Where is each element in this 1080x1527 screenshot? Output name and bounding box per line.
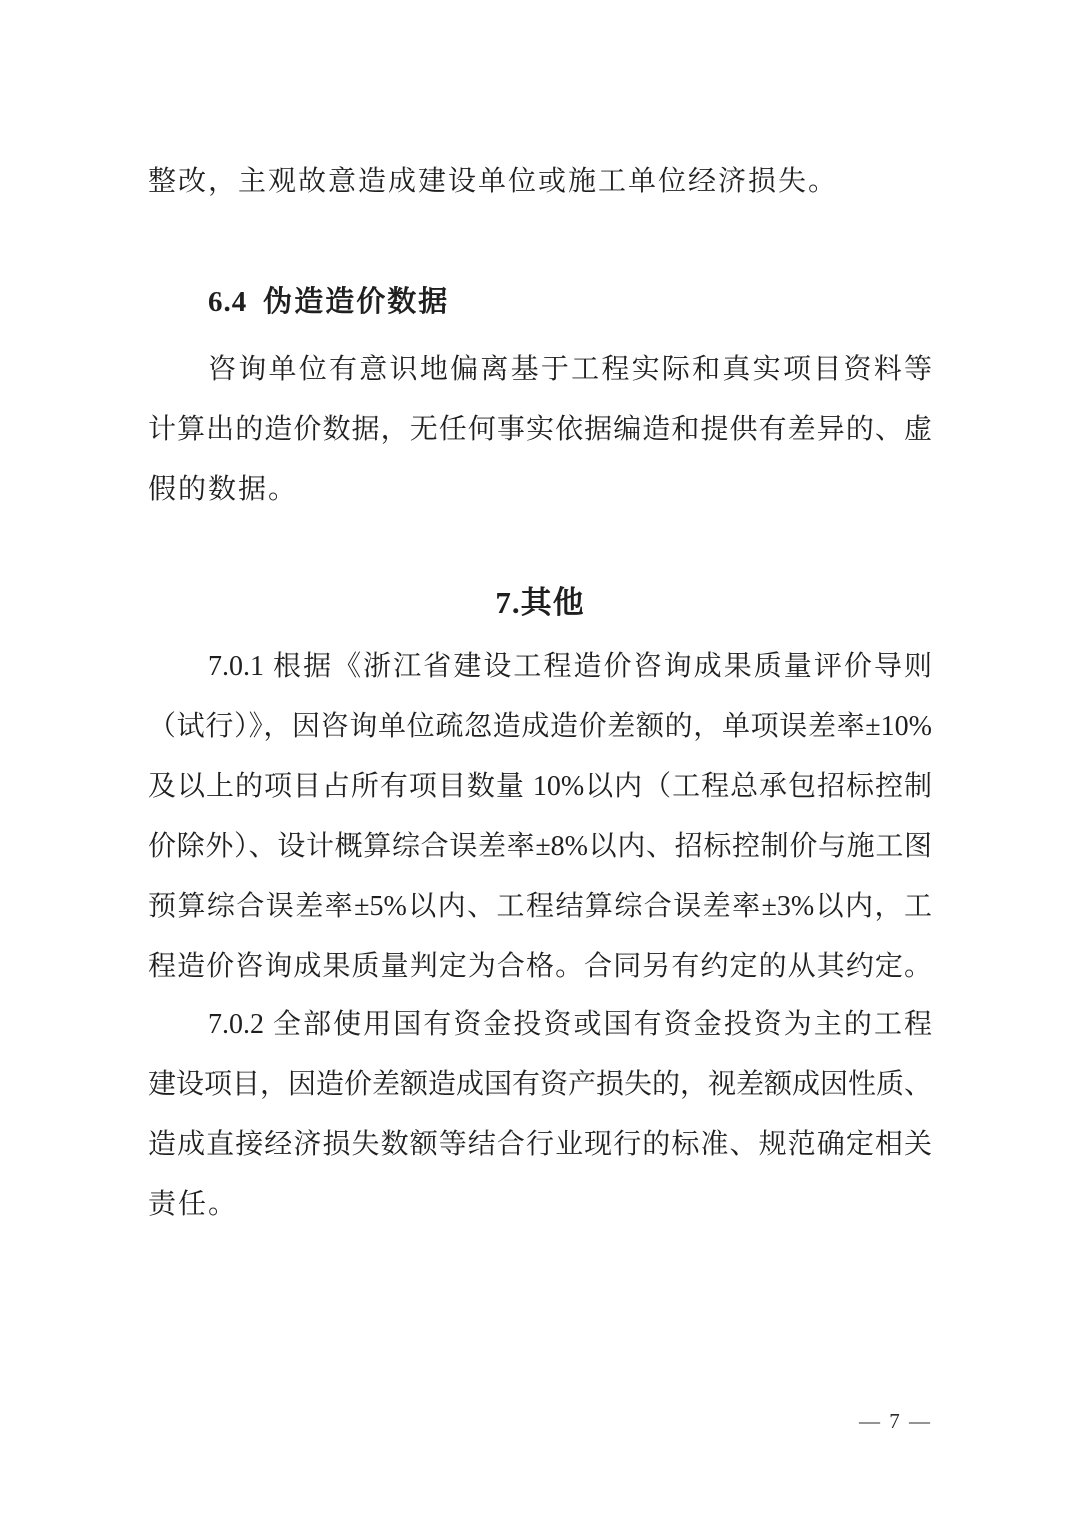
body-text-line: 造成直接经济损失数额等结合行业现行的标准、规范确定相关 bbox=[148, 1129, 932, 1160]
body-text-line: （试行）》，因咨询单位疏忽造成造价差额的，单项误差率±10% bbox=[148, 711, 932, 742]
body-text-line: 假的数据。 bbox=[148, 474, 299, 505]
chapter-7-heading: 7.其他 bbox=[495, 585, 585, 620]
body-text-line: 整改，主观故意造成建设单位或施工单位经济损失。 bbox=[148, 166, 839, 197]
section-number: 6.4 bbox=[208, 286, 248, 318]
body-text-line: 7.0.2 全部使用国有资金投资或国有资金投资为主的工程 bbox=[208, 1009, 932, 1040]
section-6-4-heading bbox=[148, 272, 992, 332]
body-text-line: 价除外）、设计概算综合误差率±8%以内、招标控制价与施工图 bbox=[148, 831, 932, 862]
clause-7-0-1-paragraph bbox=[148, 637, 932, 997]
page-number: — 7 — bbox=[859, 1409, 932, 1433]
body-text-line: 程造价咨询成果质量判定为合格。合同另有约定的从其约定。 bbox=[148, 951, 932, 982]
body-text-line: 预算综合误差率±5%以内、工程结算综合误差率±3%以内，工 bbox=[148, 891, 932, 922]
clause-7-0-2-paragraph bbox=[148, 995, 932, 1235]
body-text-line: 计算出的造价数据，无任何事实依据编造和提供有差异的、虚 bbox=[148, 414, 932, 445]
body-text-line: 及以上的项目占所有项目数量 10%以内（工程总承包招标控制 bbox=[148, 771, 932, 802]
body-text-line: 责任。 bbox=[148, 1189, 239, 1220]
body-text-line: 7.0.1 根据《浙江省建设工程造价咨询成果质量评价导则 bbox=[208, 651, 932, 682]
section-title: 伪造造价数据 bbox=[263, 286, 450, 318]
paragraph-continuation bbox=[148, 152, 932, 212]
body-text-line: 咨询单位有意识地偏离基于工程实际和真实项目资料等 bbox=[208, 354, 932, 385]
section-6-4-paragraph bbox=[148, 340, 932, 520]
body-text-line: 建设项目，因造价差额造成国有资产损失的，视差额成因性质、 bbox=[148, 1069, 932, 1100]
